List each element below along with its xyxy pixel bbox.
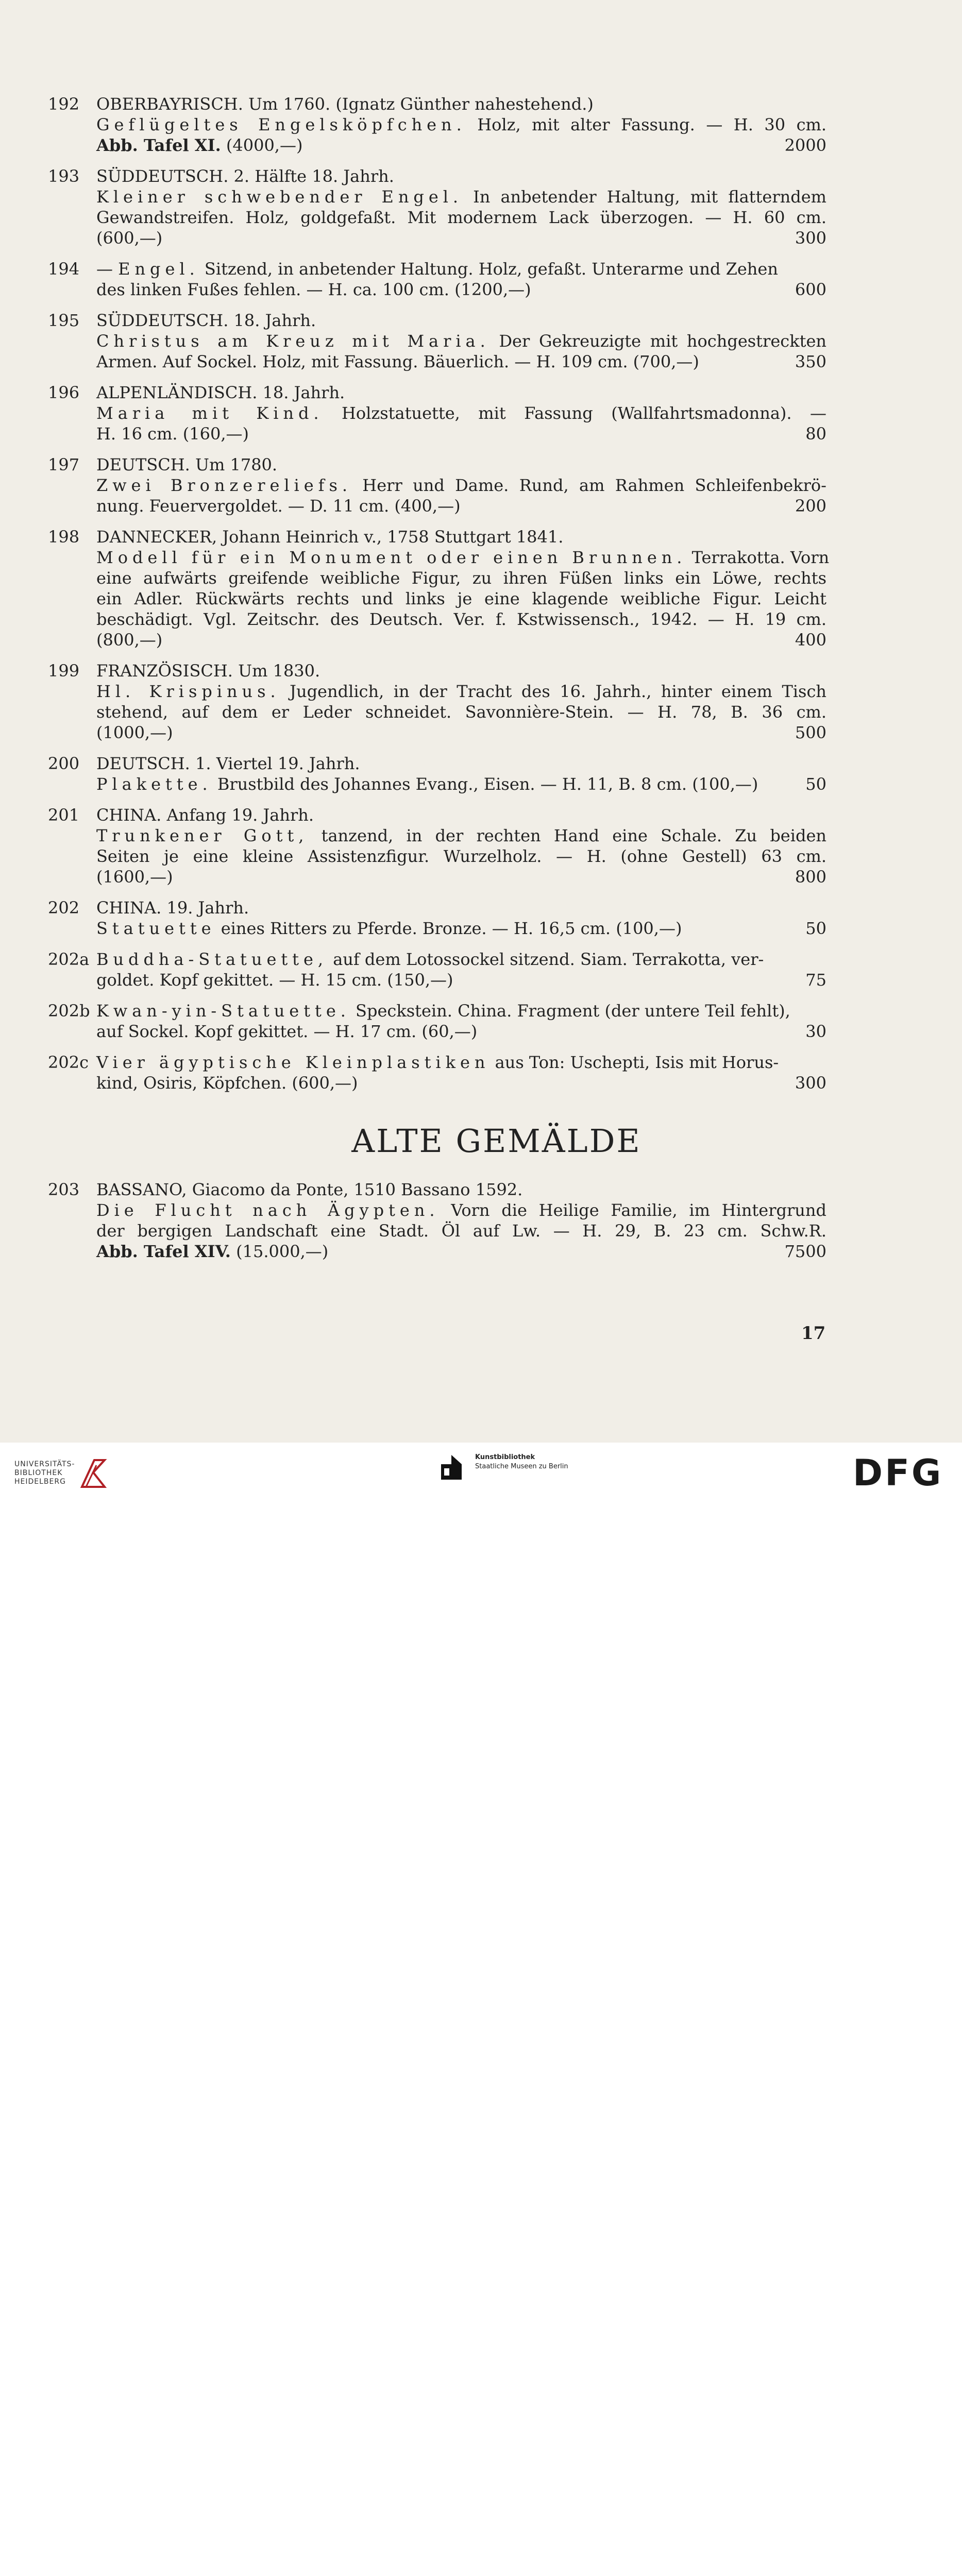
lot-number: 200 [48, 754, 80, 773]
entry-line-with-price [96, 496, 826, 516]
kunstbibliothek-title: Kunstbibliothek [475, 1453, 535, 1461]
description-text: FRANZÖSISCH. Um 1830. [96, 661, 320, 681]
description-text: Brustbild des Johannes Evang., Eisen. — H. 11, B. 8 cm. (100,—) [212, 774, 758, 794]
kunstbibliothek-subtitle: Staatliche Museen zu Berlin [475, 1463, 568, 1470]
entry-line-with-price [96, 279, 826, 300]
object-title: Vier ägyptische Kleinplastiken [96, 1053, 490, 1072]
object-title: Trunkener Gott, [96, 826, 309, 845]
description-text: Gewandstreifen. Holz, goldgefaßt. Mit modernem Lack überzogen. — H. 60 cm. [96, 208, 826, 227]
description-text: (15.000,—) [230, 1242, 329, 1261]
estimate-price: 80 [805, 424, 826, 444]
entry-line [96, 702, 826, 722]
entry-line-with-price [96, 1073, 826, 1093]
footer [0, 1443, 962, 1511]
lot-number: 199 [48, 661, 80, 681]
description-text: (4000,—) [221, 135, 303, 155]
lot-number: 201 [48, 805, 80, 825]
description-text: CHINA. 19. Jahrh. [96, 898, 249, 918]
entry-line [96, 331, 826, 351]
description-text: ein Adler. Rückwärts rechts und links je eine klagende weibliche Figur. Leicht [96, 589, 826, 608]
entry-line-with-price [96, 351, 826, 372]
entry-description [96, 454, 826, 516]
catalog-entries [0, 94, 962, 1272]
lot-number: 194 [48, 259, 80, 279]
estimate-price: 500 [795, 723, 826, 742]
catalog-entry [0, 805, 962, 887]
entry-line [96, 1052, 826, 1073]
object-title: Kleiner schwebender Engel. [96, 187, 463, 207]
entry-description [96, 1052, 826, 1093]
entry-description [96, 1001, 826, 1042]
lot-number: 203 [48, 1180, 80, 1199]
entry-line [96, 1001, 826, 1021]
entry-line [96, 1221, 826, 1241]
estimate-price: 800 [795, 867, 826, 887]
description-text: des linken Fußes fehlen. — H. ca. 100 cm. (1200,—) [96, 280, 531, 299]
section-heading: ALTE GEMÄLDE [351, 1122, 642, 1160]
entry-line-with-price [96, 630, 826, 650]
lot-number: 193 [48, 166, 80, 186]
description-text: auf dem Lotossockel sitzend. Siam. Terrakotta, ver- [328, 950, 764, 969]
entry-line-with-price [96, 918, 826, 939]
dfg-logo[interactable]: DFG [853, 1452, 943, 1494]
object-title: Statuette [96, 919, 216, 938]
entry-line [96, 805, 826, 825]
entry-line [96, 382, 826, 403]
entry-line-with-price [96, 1021, 826, 1042]
entry-description [96, 259, 826, 300]
entry-description [96, 949, 826, 990]
entry-line [96, 114, 826, 135]
entry-line-with-price [96, 722, 826, 743]
object-title: Engel. [118, 259, 199, 279]
object-title: Geflügeltes Engelsköpfchen. [96, 115, 466, 134]
catalog-entry [0, 94, 962, 156]
entry-line [96, 609, 826, 630]
entry-line [96, 207, 826, 228]
entry-line [96, 547, 830, 568]
entry-line [96, 1200, 826, 1221]
entry-line-with-price [96, 423, 826, 444]
description-text: goldet. Kopf gekittet. — H. 15 cm. (150,—) [96, 970, 453, 990]
entry-line [96, 187, 826, 207]
catalog-entry [0, 660, 962, 743]
lot-number: 195 [48, 311, 80, 330]
estimate-price: 30 [805, 1022, 826, 1041]
description-text: DEUTSCH. 1. Viertel 19. Jahrh. [96, 754, 360, 773]
description-text: beschädigt. Vgl. Zeitschr. des Deutsch. Ver. f. Kstwissensch., 1942. — H. 19 cm. [96, 609, 826, 629]
kunstbibliothek-logo[interactable] [439, 1453, 568, 1482]
object-title: Zwei Bronzereliefs. [96, 476, 352, 495]
entry-line [96, 753, 826, 774]
catalog-entry [0, 166, 962, 248]
ub-logo-text: UNIVERSITÄTS- BIBLIOTHEK HEIDELBERG [14, 1460, 75, 1486]
description-text: ALPENLÄNDISCH. 18. Jahrh. [96, 383, 345, 402]
description-text: eine aufwärts greifende weibliche Figur, zu ihren Füßen links ein Löwe, rechts [96, 568, 826, 588]
estimate-price: 2000 [784, 135, 826, 155]
description-text: auf Sockel. Kopf gekittet. — H. 17 cm. (60,—) [96, 1022, 478, 1041]
lot-number: 192 [48, 94, 80, 114]
description-text: Sitzend, in anbetender Haltung. Holz, gefaßt. Unterarme und Zehen [199, 259, 778, 279]
description-text: tanzend, in der rechten Hand eine Schale. Zu beiden [308, 826, 827, 845]
object-title: Modell für ein Monument oder einen Brunnen. [96, 548, 687, 567]
entry-line-with-price [96, 1241, 826, 1262]
description-text: Holz, mit alter Fassung. — H. 30 cm. [466, 115, 827, 134]
estimate-price: 300 [795, 1073, 826, 1093]
description-text: (600,—) [96, 228, 163, 248]
lot-number: 202 [48, 898, 80, 918]
description-text: Jugendlich, in der Tracht des 16. Jahrh., hinter einem Tisch [280, 682, 826, 701]
entry-line-with-price [96, 774, 826, 794]
entry-line-with-price [96, 970, 826, 990]
entry-description [96, 805, 826, 887]
entry-line [96, 454, 826, 475]
object-title: Die Flucht nach Ägypten. [96, 1200, 440, 1220]
description-text: Speckstein. China. Fragment (der untere Teil fehlt), [350, 1001, 790, 1021]
catalog-entry [0, 1052, 962, 1093]
entry-line [96, 568, 826, 588]
entry-line [96, 259, 826, 279]
entry-description [96, 1179, 826, 1262]
estimate-price: 75 [805, 970, 826, 990]
object-title: Christus am Kreuz mit Maria. [96, 331, 490, 351]
bold-reference: Abb. Tafel XIV. [96, 1242, 231, 1261]
description-text: (800,—) [96, 630, 163, 650]
entry-line [96, 681, 826, 702]
catalog-entry [0, 382, 962, 444]
description-text: H. 16 cm. (160,—) [96, 424, 249, 444]
estimate-price: 200 [795, 496, 826, 516]
description-text: Herr und Dame. Rund, am Rahmen Schleifenbekrö- [351, 476, 826, 495]
description-text: DEUTSCH. Um 1780. [96, 455, 278, 474]
entry-line [96, 94, 826, 114]
entry-description [96, 753, 826, 794]
entry-line [96, 310, 826, 331]
description-text: der bergigen Landschaft eine Stadt. Öl auf Lw. — H. 29, B. 23 cm. Schw.R. [96, 1221, 826, 1241]
description-text: Der Gekreuzigte mit hochgestreckten [490, 331, 826, 351]
description-text: eines Ritters zu Pferde. Bronze. — H. 16,5 cm. (100,—) [215, 919, 682, 938]
entry-description [96, 166, 826, 248]
object-title: Hl. Krispinus. [96, 682, 280, 701]
estimate-price: 600 [795, 280, 826, 299]
entry-line [96, 1179, 826, 1200]
entry-line [96, 166, 826, 187]
entry-line [96, 403, 826, 423]
entry-description [96, 310, 826, 372]
description-text: SÜDDEUTSCH. 2. Hälfte 18. Jahrh. [96, 166, 394, 186]
estimate-price: 50 [805, 774, 826, 794]
ub-emblem-icon [79, 1457, 108, 1489]
description-text: Vorn die Heilige Familie, im Hintergrund [439, 1200, 827, 1220]
entry-description [96, 897, 826, 939]
lot-number: 202b [48, 1001, 90, 1021]
entry-line [96, 475, 826, 496]
catalog-entry [0, 454, 962, 516]
description-text: Holzstatuette, mit Fassung (Wallfahrtsmadonna). — [323, 403, 826, 423]
description-text: In anbetender Haltung, mit flatterndem [463, 187, 827, 207]
entry-description [96, 94, 826, 156]
catalog-entry [0, 1179, 962, 1262]
estimate-price: 300 [795, 228, 826, 248]
entry-description [96, 660, 826, 743]
entry-line [96, 949, 826, 970]
entry-line [96, 846, 826, 867]
description-text: DANNECKER, Johann Heinrich v., 1758 Stuttgart 1841. [96, 527, 564, 547]
entry-line-with-price [96, 867, 826, 887]
description-text: OBERBAYRISCH. Um 1760. (Ignatz Günther nahestehend.) [96, 94, 594, 114]
description-text: (1000,—) [96, 723, 173, 742]
catalog-entry [0, 310, 962, 372]
entry-line [96, 897, 826, 918]
lot-number: 202c [48, 1053, 89, 1072]
estimate-price: 400 [795, 630, 826, 650]
lot-number: 202a [48, 950, 90, 969]
object-title: Kwan-yin-Statuette. [96, 1001, 350, 1021]
lot-number: 197 [48, 455, 80, 474]
catalog-entry [0, 259, 962, 300]
object-title: Plakette. [96, 774, 212, 794]
entry-description [96, 382, 826, 444]
description-text: kind, Osiris, Köpfchen. (600,—) [96, 1073, 358, 1093]
estimate-price: 7500 [784, 1242, 826, 1261]
estimate-price: 350 [795, 352, 826, 371]
description-text: aus Ton: Uschepti, Isis mit Horus- [490, 1053, 779, 1072]
entry-line [96, 660, 826, 681]
entry-line-with-price [96, 135, 826, 156]
description-text: Armen. Auf Sockel. Holz, mit Fassung. Bäuerlich. — H. 109 cm. (700,—) [96, 352, 699, 371]
lot-number: 198 [48, 527, 80, 547]
description-text: stehend, auf dem er Leder schneidet. Savonnière-Stein. — H. 78, B. 36 cm. [96, 702, 826, 722]
entry-line [96, 825, 826, 846]
description-text: Terrakotta. Vorn [686, 548, 830, 567]
description-text: — [96, 259, 119, 279]
ub-heidelberg-logo[interactable] [14, 1457, 108, 1489]
entry-line [96, 527, 826, 547]
estimate-price: 50 [805, 919, 826, 938]
object-title: Maria mit Kind. [96, 403, 324, 423]
catalog-entry [0, 897, 962, 939]
object-title: Buddha-Statuette, [96, 950, 328, 969]
entry-description [96, 527, 830, 650]
catalog-entry [0, 753, 962, 794]
catalog-entry [0, 949, 962, 990]
catalog-entry [0, 1001, 962, 1042]
description-text: SÜDDEUTSCH. 18. Jahrh. [96, 311, 316, 330]
lot-number: 196 [48, 383, 80, 402]
description-text: BASSANO, Giacomo da Ponte, 1510 Bassano 1592. [96, 1180, 523, 1199]
description-text: (1600,—) [96, 867, 173, 887]
description-text: CHINA. Anfang 19. Jahrh. [96, 805, 314, 825]
kunstbibliothek-emblem-icon [439, 1453, 470, 1482]
entry-line-with-price [96, 228, 826, 248]
page-number: 17 [801, 1323, 826, 1344]
entry-line [96, 588, 826, 609]
description-text: Seiten je eine kleine Assistenzfigur. Wurzelholz. — H. (ohne Gestell) 63 cm. [96, 846, 826, 866]
description-text: nung. Feuervergoldet. — D. 11 cm. (400,—) [96, 496, 461, 516]
bold-reference: Abb. Tafel XI. [96, 135, 221, 155]
catalog-entry [0, 527, 962, 650]
